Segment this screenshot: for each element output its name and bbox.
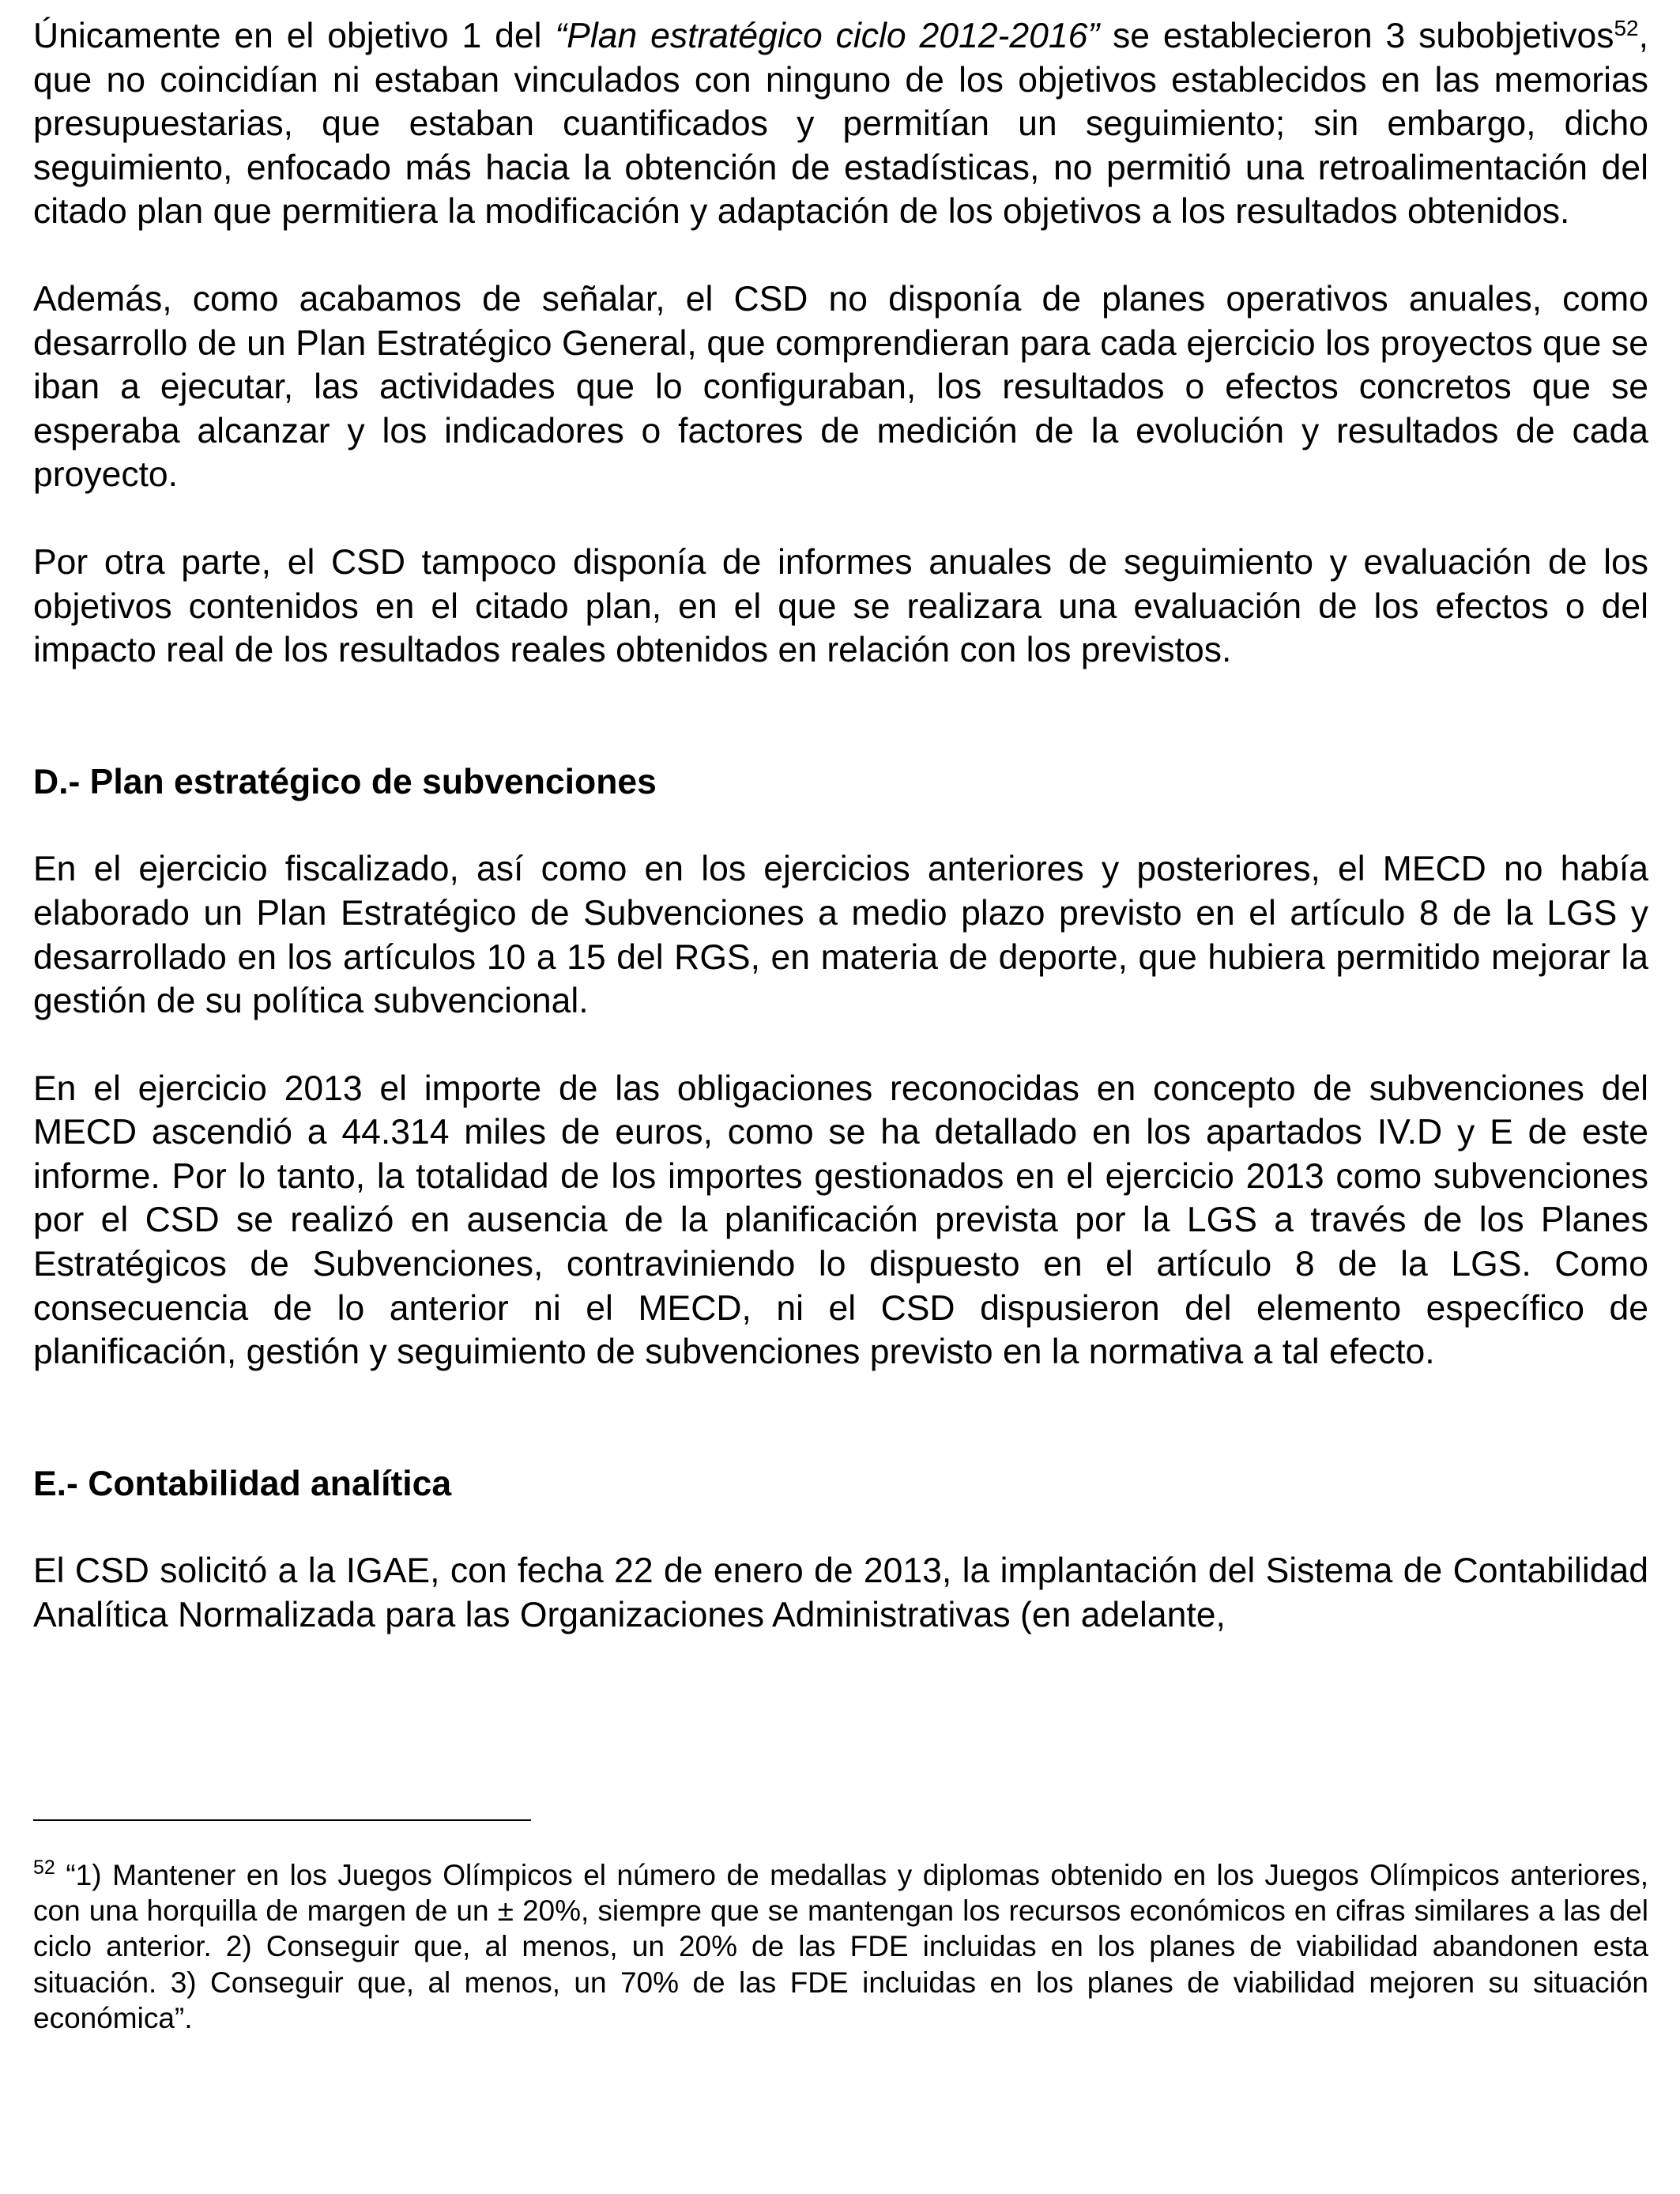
paragraph-text: Únicamente en el objetivo 1 del: [33, 17, 556, 55]
plan-title-italic: “Plan estratégico ciclo 2012-2016”: [555, 17, 1100, 55]
paragraph-contabilidad-analitica: El CSD solicitó a la IGAE, con fecha 22 de enero de 2013, la implantación del Sistema de Contabilidad Analítica Normalizada para las Organizaciones Administrativas (en adelante,: [33, 1551, 1648, 1635]
paragraph-text: , que no coincidían ni estaban vinculados con ninguno de los objetivos establecidos en las memorias presupuestarias, que estaban cuantificados y permitían un seguimiento; sin embargo, dicho seguimiento, enfocado más hacia la obtención de estadísticas, no permitió una retroalimentación del citado plan que permitiera la modificación y adaptación de los objetivos a los resultados obtenidos.: [33, 17, 1648, 232]
footnote-separator: [33, 1819, 531, 1821]
footnote-52: [33, 1857, 1648, 2036]
section-heading-d: D.- Plan estratégico de subvenciones: [33, 762, 657, 801]
section-heading-e: E.- Contabilidad analítica: [33, 1464, 452, 1503]
footnote-number: 52: [33, 1857, 55, 1879]
paragraph-text: se establecieron 3 subobjetivos: [1099, 17, 1614, 55]
paragraph-obligaciones-2013: En el ejercicio 2013 el importe de las obligaciones reconocidas en concepto de subvenciones del MECD ascendió a 44.314 miles de euros, como se ha detallado en los apartados IV.D y E de este informe. Por lo tanto, la totalidad de los importes gestionados en el ejercicio 2013 como subvenciones por el CSD se realizó en ausencia de la planificación prevista por la LGS a través de los Planes Estratégicos de Subvenciones, contraviniendo lo dispuesto en el artículo 8 de la LGS. Como consecuencia de lo anterior ni el MECD, ni el CSD dispusieron del elemento específico de planificación, gestión y seguimiento de subvenciones previsto en la normativa a tal efecto.: [33, 1069, 1648, 1372]
footnote-text: “1) Mantener en los Juegos Olímpicos el número de medallas y diplomas obtenido en los Juegos Olímpicos anteriores, con una horquilla de margen de un ± 20%, siempre que se mantengan los recursos económicos en cifras similares a las del ciclo anterior. 2) Conseguir que, al menos, un 20% de las FDE incluidas en los planes de viabilidad abandonen esta situación. 3) Conseguir que, al menos, un 70% de las FDE incluidas en los planes de viabilidad mejoren su situación económica”.: [33, 1859, 1648, 2034]
paragraph-planes-operativos: Además, como acabamos de señalar, el CSD no disponía de planes operativos anuales, como desarrollo de un Plan Estratégico General, que comprendieran para cada ejercicio los proyectos que se iban a ejecutar, las actividades que lo configuraban, los resultados o efectos concretos que se esperaba alcanzar y los indicadores o factores de medición de la evolución y resultados de cada proyecto.: [33, 279, 1648, 495]
paragraph-subobjetivos: [33, 14, 1648, 234]
document-page: [33, 14, 1648, 1638]
paragraph-plan-subvenciones: En el ejercicio fiscalizado, así como en los ejercicios anteriores y posteriores, el MECD no había elaborado un Plan Estratégico de Subvenciones a medio plazo previsto en el artículo 8 de la LGS y desarrollado en los artículos 10 a 15 del RGS, en materia de deporte, que hubiera permitido mejorar la gestión de su política subvencional.: [33, 850, 1648, 1021]
paragraph-informes-anuales: Por otra parte, el CSD tampoco disponía de informes anuales de seguimiento y evaluación de los objetivos contenidos en el citado plan, en el que se realizara una evaluación de los efectos o del impacto real de los resultados reales obtenidos en relación con los previstos.: [33, 542, 1648, 670]
footnote-reference[interactable]: 52: [1614, 16, 1639, 40]
